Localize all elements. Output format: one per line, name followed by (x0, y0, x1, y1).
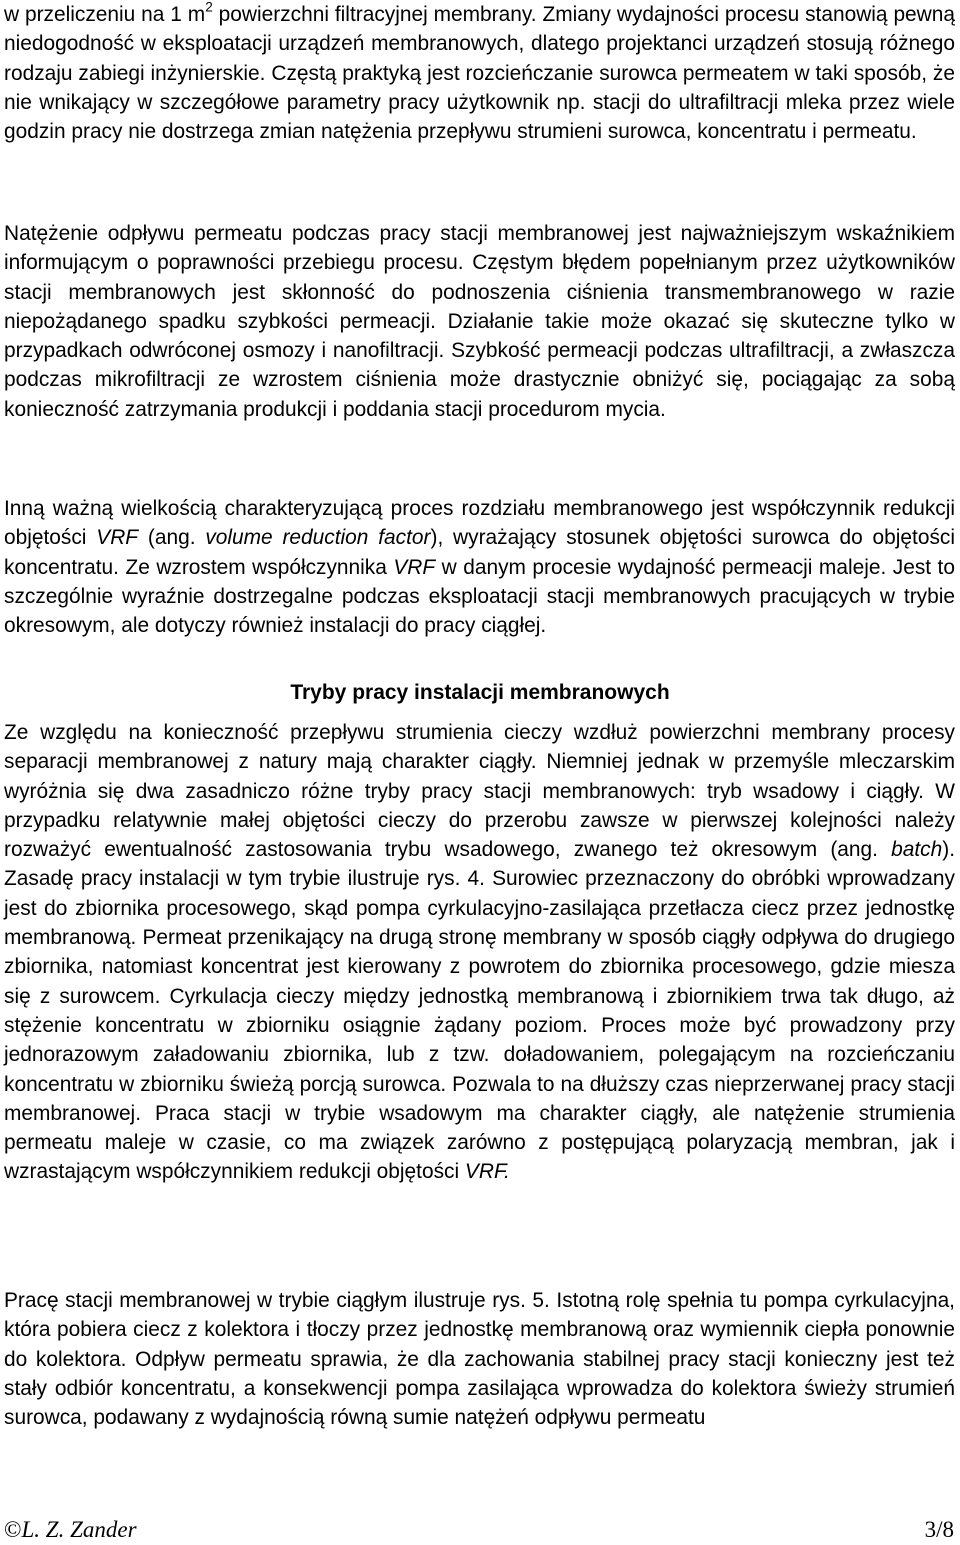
paragraph (4, 219, 955, 424)
italic-text: batch (891, 838, 943, 862)
paragraph (4, 1286, 955, 1432)
page-number: 3/8 (924, 1517, 954, 1542)
author-name: L. Z. Zander (21, 1517, 137, 1542)
italic-text: VRF (96, 526, 139, 550)
footer-author (4, 1516, 137, 1544)
paragraph (4, 494, 955, 640)
superscript: 2 (205, 0, 213, 15)
italic-text: volume reduction factor (205, 526, 431, 550)
paragraph (4, 0, 955, 146)
text-run: (ang. (138, 526, 206, 550)
paragraph (4, 718, 955, 1187)
text-run: ), wyrażający stosunek objętości surowca do objętości koncentratu. Ze wzrostem współczynnika (4, 526, 955, 579)
text-run: Inną ważną wielkością charakteryzującą proces rozdziału membranowego jest współczynnik redukcji objętości (4, 497, 955, 550)
text-run: Ze względu na konieczność przepływu strumienia cieczy wzdłuż powierzchni membrany procesy separacji membranowej z natury mają charakter ciągły. Niemniej jednak w przemyśle mleczarskim wyróżnia się dwa zasadniczo różne tryby pracy stacji membranowych: tryb wsadowy i ciągły. W przypadku relatywnie małej objętości cieczy do przerobu zawsze w pierwszej kolejności należy rozważyć ewentualność zastosowania trybu wsadowego, zwanego też okresowym (ang. (4, 721, 955, 862)
text-run: w danym procesie wydajność permeacji maleje. Jest to szczególnie wyraźnie dostrzegalne podczas eksploatacji stacji membranowych pracujących w trybie okresowym, ale dotyczy również instalacji do pracy ciągłej. (4, 555, 955, 638)
italic-text: VRF. (464, 1160, 510, 1184)
text-run: powierzchni filtracyjnej membrany. Zmiany wydajności procesu stanowią pewną niedogodność w eksploatacji urządzeń membranowych, dlatego projektanci urządzeń stosują różnego rodzaju zabiegi inżynierskie. Częstą praktyką jest rozcieńczanie surowca permeatem w taki sposób, że nie wnikający w szczegółowe parametry pracy użytkownik np. stacji do ultrafiltracji mleka przez wiele godzin pracy nie dostrzega zmian natężenia przepływu strumieni surowca, koncentratu i permeatu. (4, 3, 956, 144)
text-run: Natężenie odpływu permeatu podczas pracy stacji membranowej jest najważniejszym wskaźnikiem informującym o poprawności przebiegu procesu. Częstym błędem popełnianym przez użytkowników stacji membranowych jest skłonność do podnoszenia ciśnienia transmembranowego w razie niepożądanego spadku szybkości permeacji. Działanie takie może okazać się skuteczne tylko w przypadkach odwróconej osmozy i nanofiltracji. Szybkość permeacji podczas ultrafiltracji, a zwłaszcza podczas mikrofiltracji ze wzrostem ciśnienia może drastycznie obniżyć się, pociągając za sobą konieczność zatrzymania produkcji i poddania stacji procedurom mycia. (4, 222, 955, 421)
text-run: w przeliczeniu na 1 m (4, 3, 206, 26)
italic-text: VRF (393, 555, 436, 579)
copyright-symbol: © (4, 1517, 22, 1542)
text-run: ). Zasadę pracy instalacji w tym trybie ilustruje rys. 4. Surowiec przeznaczony do obróbki wprowadzany jest do zbiornika procesowego, skąd pompa cyrkulacyjno-zasilająca przetłacza ciecz przez jednostkę membranową. Permeat przenikający na drugą stronę membrany w sposób ciągły odpływa do drugiego zbiornika, natomiast koncentrat jest kierowany z powrotem do zbiornika procesowego, gdzie miesza się z surowcem. Cyrkulacja cieczy między jednostką membranową i zbiornikiem trwa tak długo, aż stężenie koncentratu w zbiorniku osiągnie żądany poziom. Proces może być prowadzony przy jednorazowym załadowaniu zbiornika, lub z tzw. doładowaniem, polegającym na rozcieńczaniu koncentratu w zbiorniku świeżą porcją surowca. Pozwala to na dłuższy czas nieprzerwanej pracy stacji membranowej. Praca stacji w trybie wsadowym ma charakter ciągły, ale natężenie strumienia permeatu maleje w czasie, co ma związek zarówno z postępującą polaryzacją membran, jak i wzrastającym współczynnikiem redukcji objętości (4, 838, 955, 1184)
text-run: Pracę stacji membranowej w trybie ciągłym ilustruje rys. 5. Istotną rolę spełnia tu pompa cyrkulacyjna, która pobiera ciecz z kolektora i tłoczy przez jednostkę membranową oraz wymiennik ciepła ponownie do kolektora. Odpływ permeatu sprawia, że dla zachowania stabilnej pracy stacji konieczny jest też stały odbiór koncentratu, a konsekwencji pompa zasilająca wprowadza do kolektora świeży strumień surowca, podawany z wydajnością równą sumie natężeń odpływu permeatu (4, 1289, 955, 1430)
section-heading: Tryby pracy instalacji membranowych (290, 681, 670, 704)
